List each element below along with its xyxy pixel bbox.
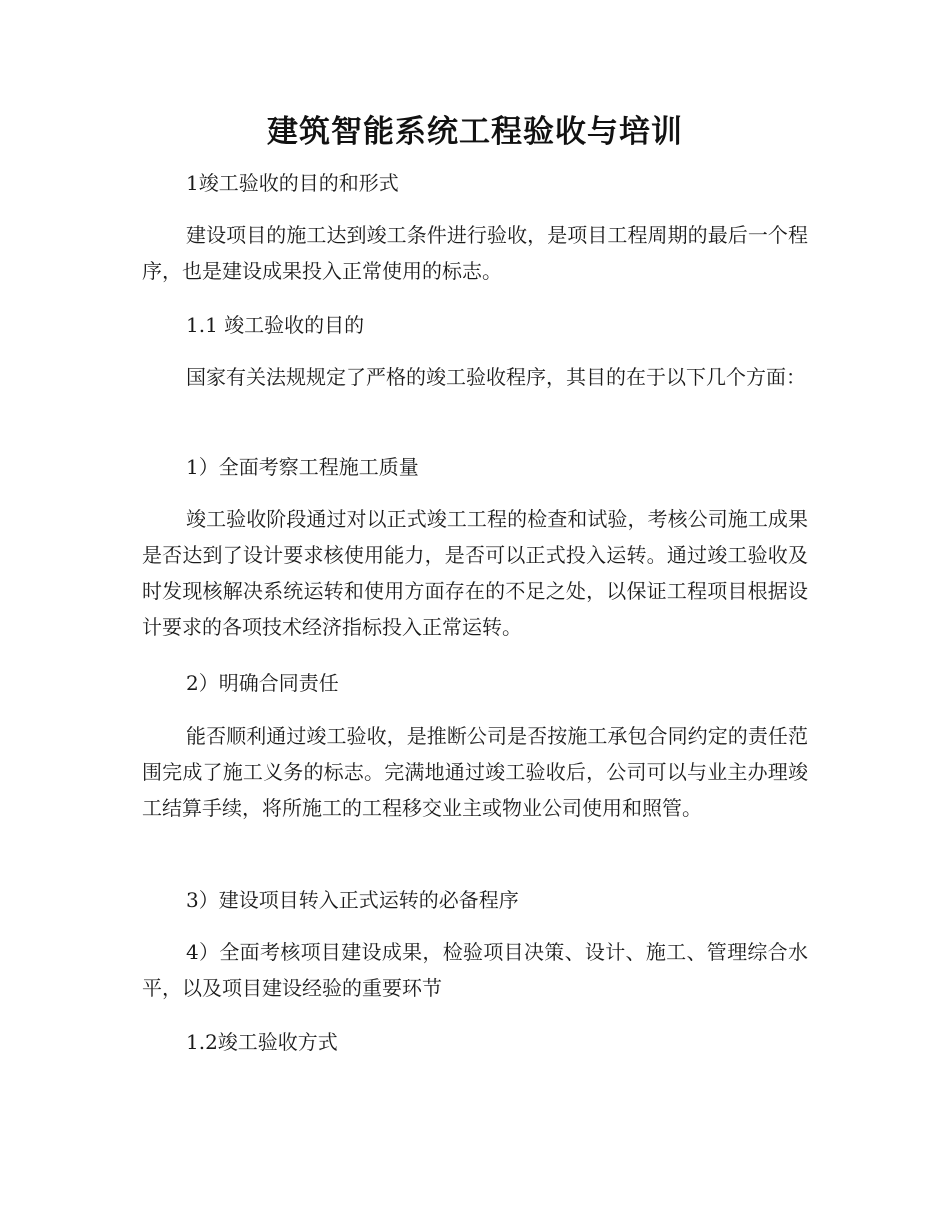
paragraph: 4）全面考核项目建设成果，检验项目决策、设计、施工、管理综合水平，以及项目建设经验的重要环节: [142, 940, 808, 1000]
section-heading: 1.2竣工验收方式: [186, 1030, 338, 1054]
paragraph: 建设项目的施工达到竣工条件进行验收，是项目工程周期的最后一个程序，也是建设成果投入正常使用的标志。: [142, 223, 808, 283]
section-heading: 1.1 竣工验收的目的: [186, 313, 365, 337]
section-heading: 3）建设项目转入正式运转的必备程序: [186, 888, 519, 912]
section-heading: 1竣工验收的目的和形式: [186, 171, 399, 195]
paragraph: 竣工验收阶段通过对以正式竣工工程的检查和试验，考核公司施工成果是否达到了设计要求核使用能力，是否可以正式投入运转。通过竣工验收及时发现核解决系统运转和使用方面存在的不足之处，以保证工程项目根据设计要求的各项技术经济指标投入正常运转。: [142, 507, 808, 639]
document-title: 建筑智能系统工程验收与培训: [267, 114, 683, 150]
paragraph: 能否顺利通过竣工验收，是推断公司是否按施工承包合同约定的责任范围完成了施工义务的标志。完满地通过竣工验收后，公司可以与业主办理竣工结算手续，将所施工的工程移交业主或物业公司使用和照管。: [142, 724, 808, 820]
paragraph: 国家有关法规规定了严格的竣工验收程序，其目的在于以下几个方面：: [186, 365, 806, 389]
section-heading: 2）明确合同责任: [186, 671, 339, 695]
section-heading: 1）全面考察工程施工质量: [186, 455, 419, 479]
